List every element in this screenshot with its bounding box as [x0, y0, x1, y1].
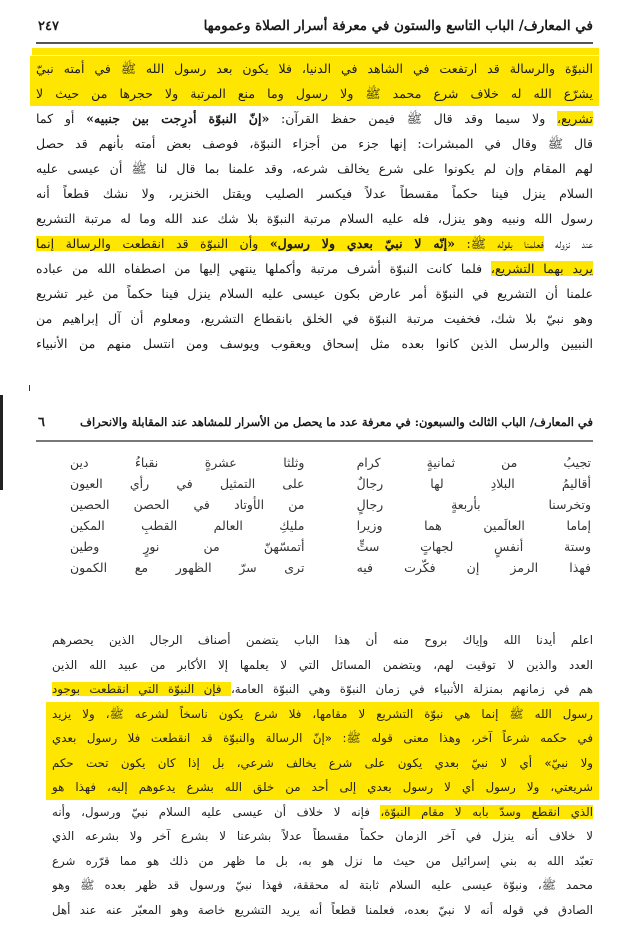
plain-text: النبيين والرسل الذين كانوا بعده مثل إسحاق ويعقوب ويوسف ومن انتسل منهم من الأنبياء — [36, 336, 593, 351]
hadith-quote: «إنّه لا نبيّ بعدي ولا رسول» — [269, 236, 456, 251]
poem-verse — [70, 473, 591, 494]
text-line — [30, 56, 599, 81]
text-line — [52, 873, 593, 898]
verse-first-hemistich: فهذا الرمز إن فكّرت فيه — [356, 560, 591, 575]
plain-text: اعلم أيدنا الله وإياك بروح منه أن هذا الباب يتضمن أصناف الرجال الذين يحصرهم — [52, 633, 593, 647]
poem-verse — [70, 536, 591, 557]
verse-first-hemistich: أقاليمُ البلادِ لها رجالٌ — [356, 476, 591, 491]
highlighted-text: شريعتي، ولا رسول أي لا رسول بعدي إلى أحد من خلق الله بشرع يدعوهم إليه، فهذا هو — [52, 780, 593, 794]
verse-first-hemistich: تجيبُ من ثمانيةٍ كرام — [356, 455, 591, 470]
page-number: ٦ — [38, 414, 45, 430]
highlighted-text: فعلمنا بقوله ﷺ: — [455, 236, 544, 251]
highlighted-text: وأن النبوّة قد انقطعت والرسالة إنما — [36, 236, 270, 251]
poem-verse — [70, 515, 591, 536]
text-line — [30, 81, 599, 106]
plain-text: السلام ينزل فينا حكماً مقسطاً عدلاً فيكسر الصليب ويقتل الخنزير، ولا نشك قطعاً أنه — [36, 186, 593, 201]
verse-second-hemistich: أتمسّهنّ من نورٍ وطين — [70, 539, 305, 554]
plain-text: تعبّد الله به بني إسرائيل من حيث ما نزل هو به، بل ما ظهر من ذلك هو مما قرّره شرع — [52, 853, 593, 868]
body-text — [52, 628, 593, 922]
plain-text: رسول الله ونبيه وهو ينزل، فله عليه السلام مرتبة النبوّة بلا شك عند الله وما له مرتبة التشريع — [36, 211, 593, 226]
header-rule — [36, 42, 593, 44]
text-line — [46, 702, 599, 727]
plain-text: الصادق في قوله أنه لا نبيّ بعده، فعلمنا قطعاً أنه يريد التشريع خاصة وهو المعبّر عنه عند أهل — [52, 902, 593, 917]
plain-text: لهم المقام وإن لم يكونوا على شرع يخالف شرعه، وقد علمنا بما قال لنا ﷺ أن عيسى عليه — [36, 161, 593, 176]
header-rule — [36, 440, 593, 442]
verse-second-hemistich: مليكِ العالم القطبِ المكين — [70, 518, 305, 533]
bottom-page — [0, 390, 631, 935]
running-head — [38, 14, 593, 38]
text-line — [52, 849, 593, 874]
text-line — [36, 181, 593, 206]
page-number: ٢٤٧ — [38, 18, 59, 34]
plain-text: هم في زمانهم بمنزلة الأنبياء في زمان النبوّة وهي النبوّة العامة، — [230, 682, 593, 696]
highlighted-text: النبوّة والرسالة قد ارتفعت في الشاهد في الدنيا، فلا يكون بعد رسول الله ﷺ في أمته نبيّ — [36, 61, 593, 76]
plain-text: العدد والذين لا توقيت لهم، ويتضمن المسائل التي لا يعلمها إلا الأكابر من عبيد الله الذين — [52, 657, 593, 672]
poem-verse — [70, 557, 591, 578]
plain-text: فلما كانت النبوّة أشرف مرتبة وأكملها ينتهي إليها من اصطفاه الله من عباده — [36, 261, 491, 276]
plain-text: ولا سيما وقد قال ﷺ فيمن حفظ القرآن: — [269, 111, 558, 126]
text-line — [36, 331, 593, 356]
verse-second-hemistich: ترى سرّ الظهور مع الكمون — [70, 560, 305, 575]
plain-text: محمد ﷺ، ونبوّة عيسى عليه السلام ثابتة له محققة، فهذا نبيّ ورسول قد ظهر بعده ﷺ وهو — [52, 878, 593, 892]
running-head-title: في المعارف/ الباب الثالث والسبعون: في معرفة عدد ما يحصل من الأسرار للمشاهد عند المقابلة والانحراف — [80, 415, 593, 429]
verse-second-hemistich: على التمثيل في رأي العيون — [70, 476, 305, 491]
text-line — [36, 131, 593, 156]
poem-verse — [70, 494, 591, 515]
verse-second-hemistich: وثلثا عشرةٍ نقباءُ دين — [70, 455, 305, 470]
highlight-band — [32, 48, 599, 55]
highlighted-text: ولا نبيّ» أي لا نبيّ بعدي يكون على شرع يخالف شرعي، بل إذا كان يكون تحت حكم — [52, 755, 593, 770]
highlighted-text: في حكمه شرعاً آخر، وهذا معنى قوله ﷺ: «إنّ الرسالة والنبوّة قد انقطعت فلا رسول بعدي — [52, 731, 593, 745]
text-line — [52, 800, 593, 825]
text-line — [46, 751, 599, 776]
plain-text: عند نزوله — [543, 236, 593, 251]
text-line — [36, 156, 593, 181]
plain-text: وهو نبيّ بلا شك، فخفيت مرتبة النبوّة في الخلق بانقطاع التشريع، ومعلوم أن آل إبراهيم من — [36, 311, 593, 326]
body-text — [36, 56, 593, 356]
poem — [70, 452, 591, 578]
plain-text: فإنه لا خلاف أن عيسى عليه السلام نبيّ ورسول، وأنه — [52, 804, 381, 819]
plain-text: علمنا أن التشريع في النبوّة أمر عارض بكون عيسى عليه السلام ينزل فينا حكماً من غير تشريع — [36, 286, 593, 301]
plain-text: قال ﷺ وقال في المبشرات: إنها جزء من أجزاء النبوّة، فوصف بعض أمته بأنهم قد حصل — [36, 136, 593, 151]
text-line — [52, 677, 593, 702]
text-line — [52, 628, 593, 653]
highlighted-text: يشرّع الله له خلاف شرع محمد ﷺ ولا رسول وما منع المرتبة ولا حجرها من حيث لا — [36, 86, 593, 101]
text-line — [52, 898, 593, 923]
text-line — [52, 824, 593, 849]
top-page — [0, 0, 631, 390]
highlighted-text: فإن النبوّة التي انقطعت بوجود — [52, 682, 231, 696]
verse-first-hemistich: وستة أنفسٍ لجهاتٍ ستٍّ — [356, 539, 591, 554]
verse-first-hemistich: إماما العالَمين هما وزيرا — [356, 518, 591, 533]
text-line — [36, 256, 593, 281]
plain-text: أو كما — [36, 111, 87, 126]
text-line — [36, 281, 593, 306]
plain-text: لا خلاف أنه ينزل في آخر الزمان حكماً مقسطاً عدلاً بشرعنا لا بشرع آخر ولا بشرعه الذي — [52, 829, 593, 843]
hadith-quote: «إنّ النبوّة أدرِجت بين جنبيه» — [86, 111, 270, 126]
text-line — [36, 106, 593, 131]
text-line — [46, 775, 599, 800]
highlighted-text: تشريع، — [557, 111, 593, 126]
running-head-title: في المعارف/ الباب التاسع والستون في معرفة أسرار الصلاة وعمومها — [203, 18, 593, 34]
highlighted-text: يريد بهما التشريع، — [490, 261, 593, 276]
text-line — [52, 653, 593, 678]
verse-second-hemistich: من الأوتاد في الحصن الحصين — [70, 497, 305, 512]
text-line — [36, 306, 593, 331]
verse-first-hemistich: وتخرسنا بأربعةٍ رجالٍ — [356, 497, 591, 512]
running-head — [38, 410, 593, 434]
text-line — [36, 231, 593, 256]
text-line — [46, 726, 599, 751]
highlighted-text: رسول الله ﷺ إنما هي نبوّة التشريع لا مقامها، فلا شرع يكون ناسخاً لشرعه ﷺ، ولا يزيد — [52, 706, 593, 721]
poem-verse — [70, 452, 591, 473]
highlighted-text: الذي انقطع وسدّ بابه لا مقام النبوّة، — [380, 804, 593, 819]
text-line — [36, 206, 593, 231]
